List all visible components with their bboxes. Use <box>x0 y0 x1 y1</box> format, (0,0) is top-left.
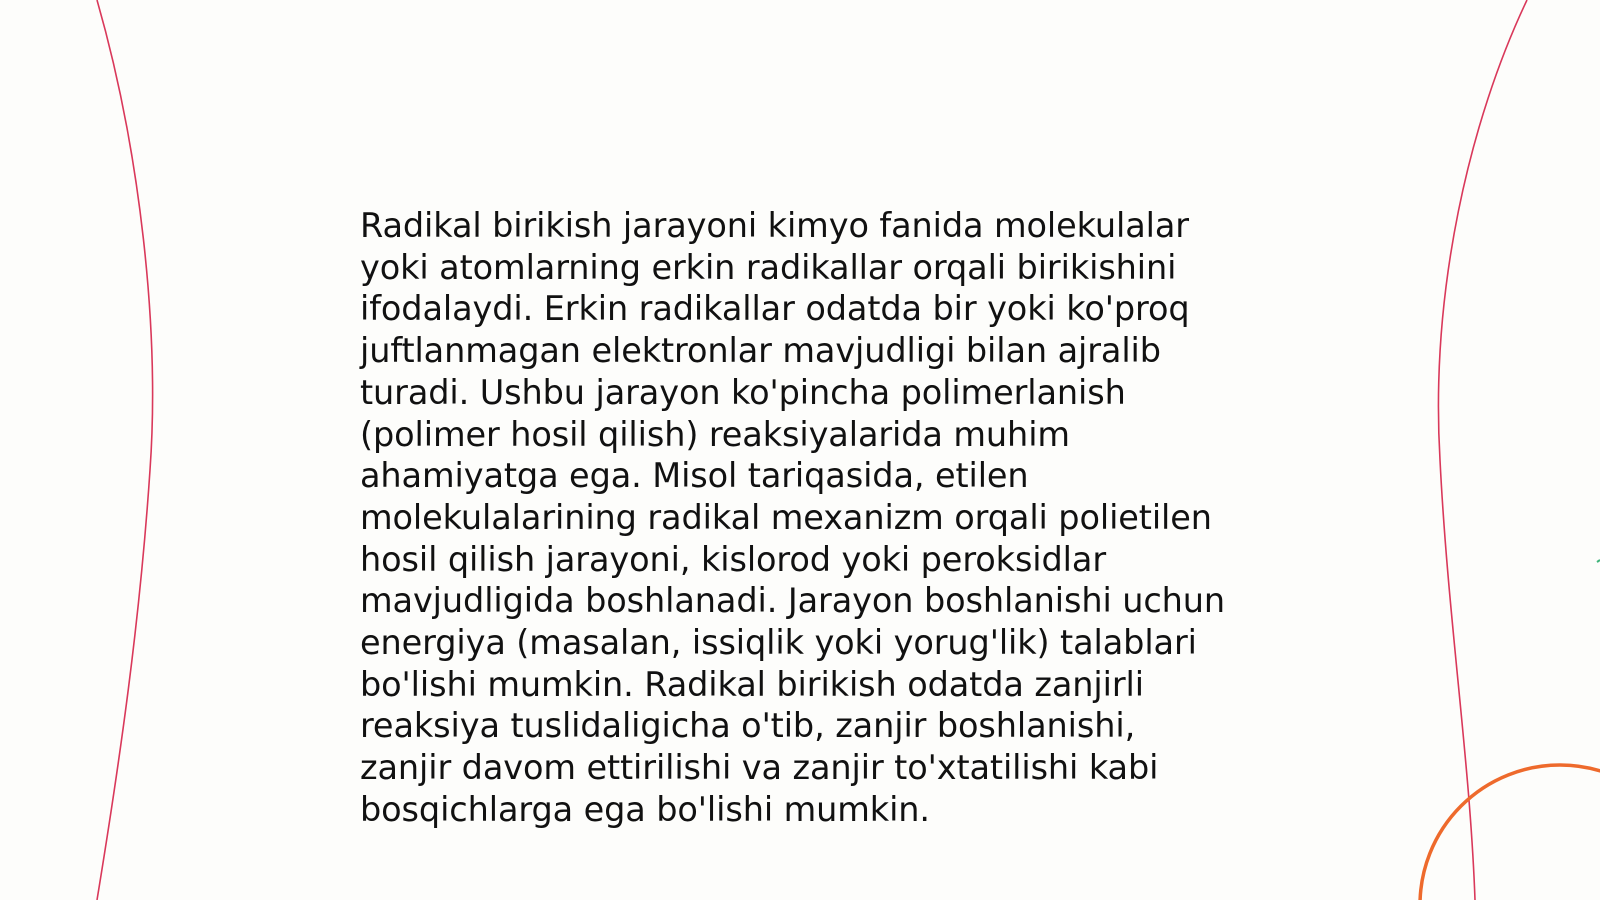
right-arc-line <box>1438 0 1527 900</box>
slide-body-paragraph: Radikal birikish jarayoni kimyo fanida molekulalar yoki atomlarning erkin radikallar orqali birikishini ifodalaydi. Erkin radikallar odatda bir yoki ko'proq juftlanmagan elektronlar mavjudligi bilan ajralib turadi. Ushbu jarayon ko'pincha polimerlanish (polimer hosil qilish) reaksiyalarida muhim ahamiyatga ega. Misol tariqasida, etilen molekulalarining radikal mexanizm orqali polietilen hosil qilish jarayoni, kislorod yoki peroksidlar mavjudligida boshlanadi. Jarayon boshlanishi uchun energiya (masalan, issiqlik yoki yorug'lik) talablari bo'lishi mumkin. Radikal birikish odatda zanjirli reaksiya tuslidaligicha o'tib, zanjir boshlanishi, zanjir davom ettirilishi va zanjir to'xtatilishi kabi bosqichlarga ega bo'lishi mumkin. <box>360 206 1226 829</box>
corner-circle-outline <box>1420 765 1600 900</box>
left-arc-line <box>97 0 153 900</box>
